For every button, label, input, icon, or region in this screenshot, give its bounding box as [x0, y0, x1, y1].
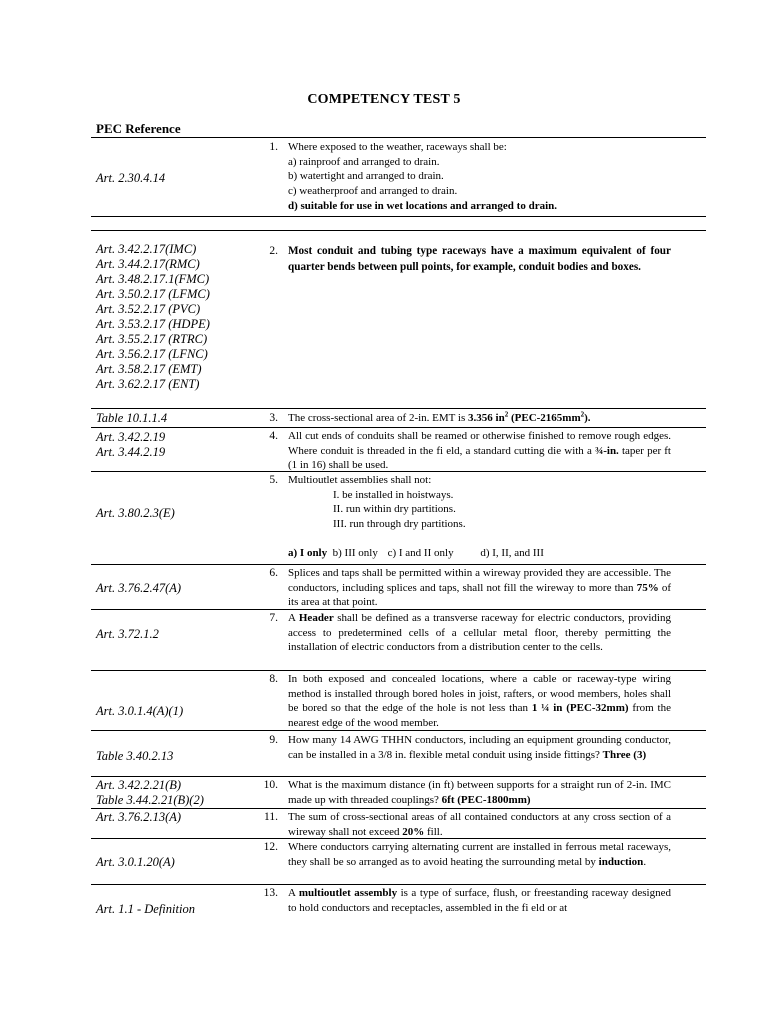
question-number: 4.: [269, 430, 278, 442]
row-divider: [91, 427, 706, 428]
question-text: A multioutlet assembly is a type of surface, flush, or freestanding raceway designed to hold conductors and receptacles, assembled in the fi eld or at: [288, 887, 671, 914]
question-text: All cut ends of conduits shall be reamed or otherwise finished to remove rough edges. Where conduit is threaded in the fi eld, a standard cutting die with a ¾-in. taper per ft (1 in 16) shall be used.: [288, 430, 671, 472]
question-text: In both exposed and concealed locations, where a cable or raceway-type wiring method is installed through bored holes in joist, rafters, or wood members, holes shall be bored so that the edge of the hole is not less than 1 ¼ in (PEC-32mm) from the nearest edge of the wood member.: [288, 673, 671, 730]
pec-reference: Art. 3.42.2.21(B) Table 3.44.2.21(B)(2): [96, 778, 204, 807]
question-number: 9.: [269, 734, 278, 746]
answer-text: 20%: [402, 825, 425, 838]
row-divider: [91, 808, 706, 809]
pec-reference: Art. 3.42.2.19 Art. 3.44.2.19: [96, 430, 166, 459]
question-number: 11.: [264, 811, 278, 823]
pec-reference: Art. 3.0.1.20(A): [96, 855, 175, 869]
answer-text: Header: [298, 612, 334, 624]
question-number: 1.: [269, 141, 278, 153]
document-title: COMPETENCY TEST 5: [307, 92, 461, 107]
pec-reference: Art. 3.76.2.13(A): [96, 810, 182, 824]
question-number: 12.: [263, 841, 278, 853]
answer-text: 75%: [636, 581, 659, 594]
pec-reference: Art. 3.76.2.47(A): [96, 581, 182, 595]
pec-reference: Art. 3.0.1.4(A)(1): [96, 704, 184, 718]
answer-text: induction: [598, 855, 644, 868]
pec-reference: Art. 1.1 - Definition: [96, 902, 195, 916]
question-text: Splices and taps shall be permitted within a wireway provided they are accessible. The conductors, including splices and taps, shall not fill the wireway to more than 75% of its area at that point.: [288, 567, 671, 609]
answer-text: 6ft (PEC-1800mm): [441, 793, 531, 806]
question-number: 8.: [269, 673, 278, 685]
question-number: 5.: [269, 474, 278, 486]
pec-reference-header: PEC Reference: [96, 121, 181, 136]
row-divider: [91, 670, 706, 671]
answer-text: 1 ¼ in (PEC-32mm): [531, 702, 629, 715]
question-number: 6.: [269, 567, 278, 579]
pec-reference: Art. 3.72.1.2: [96, 627, 159, 641]
pec-reference: Table 10.1.1.4: [96, 411, 168, 425]
answer-text: Three (3): [602, 748, 647, 761]
question-text: Where exposed to the weather, raceways shall be: a) rainproof and arranged to drain. b) watertight and arranged to drain. c) weatherproof and arranged to drain. d) suitable for use in wet locations and arranged to drain.: [288, 140, 671, 214]
question-number: 7.: [269, 612, 278, 624]
answer-text: d) suitable for use in wet locations and arranged to drain.: [288, 199, 558, 212]
row-divider: [91, 564, 706, 565]
row-divider: [91, 230, 706, 231]
question-number: 10.: [263, 779, 278, 791]
pec-reference: Art. 3.42.2.17(IMC) Art. 3.44.2.17(RMC) Art. 3.48.2.17.1(FMC) Art. 3.50.2.17 (LFMC) Art. 3.52.2.17 (PVC) Art. 3.53.2.17 (HDPE) Art. 3.55.2.17 (RTRC) Art. 3.56.2.17 (LFNC) Art. 3.58.2.17 (EMT) Art. 3.62.2.17 (ENT): [96, 242, 210, 391]
question-text: Where conductors carrying alternating current are installed in ferrous metal raceways, they shall be so arranged as to avoid heating the surrounding metal by induction.: [288, 841, 671, 868]
question-text: A Header shall be defined as a transverse raceway for electric conductors, providing access to predetermined cells of a cellular metal floor, thereby permitting the installation of electric conductors from a distribution center to the cells.: [288, 612, 671, 654]
question-number: 2.: [269, 245, 278, 257]
pec-reference: Art. 2.30.4.14: [96, 171, 166, 185]
answer-text: 3.356 $in^2$ $(PEC-2165mm^2)$.: [468, 410, 591, 424]
pec-reference: Art. 3.80.2.3(E): [96, 506, 175, 520]
question-number: 3.: [269, 412, 278, 424]
answer-text: a) I only: [288, 546, 328, 559]
answer-text: Most conduit and tubing type raceways have a maximum equivalent of four quarter bends between pull points, for example, conduit bodies and boxes.: [288, 245, 671, 273]
pec-reference: Table 3.40.2.13: [96, 749, 174, 763]
answer-text: multioutlet assembly: [298, 887, 398, 899]
answer-text: ¾-in.: [594, 444, 619, 457]
question-number: 13.: [263, 887, 278, 899]
row-divider: [91, 776, 706, 777]
question-text: Multioutlet assemblies shall not: I. be installed in hoistways. II. run within dry partitions. III. run through dry partitions. a) I only b) III only c) I and II only d) I, II, and III: [288, 474, 544, 559]
row-divider: [91, 884, 706, 885]
row-divider: [91, 137, 706, 138]
row-divider: [91, 408, 706, 409]
question-text: [288, 244, 671, 275]
question-text: What is the maximum distance (in ft) between supports for a straight run of 2-in. IMC made up with threaded couplings? 6ft (PEC-1800mm): [288, 779, 671, 806]
question-text: The cross-sectional area of 2-in. EMT is 3.356 $in^2$ $(PEC-2165mm^2)$.: [288, 410, 591, 424]
question-text: The sum of cross-sectional areas of all contained conductors at any cross section of a wireway shall not exceed 20% fill.: [288, 811, 671, 838]
row-divider: [91, 216, 706, 217]
question-text: How many 14 AWG THHN conductors, including an equipment grounding conductor, can be installed in a 3/8 in. flexible metal conduit using inside fittings? Three (3): [288, 734, 671, 761]
